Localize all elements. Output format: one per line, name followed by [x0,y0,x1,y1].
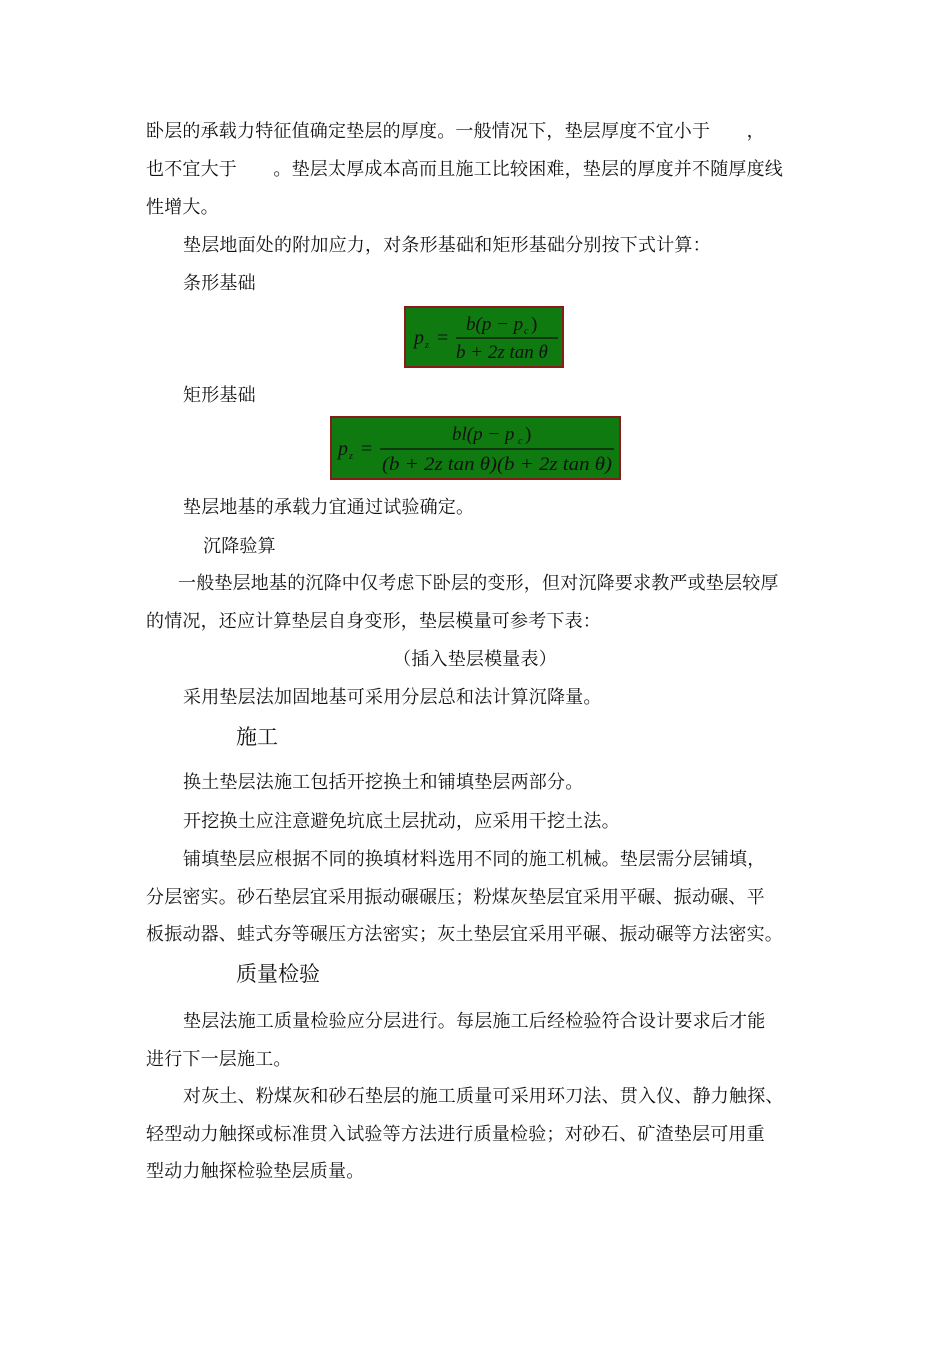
paragraph-line: 对灰土、粉煤灰和砂石垫层的施工质量可采用环刀法、贯入仪、静力触探、 [183,1086,784,1107]
paragraph-line: 一般垫层地基的沉降中仅考虑下卧层的变形，但对沉降要求教严或垫层较厚 [178,573,779,594]
paragraph-line: 开挖换土应注意避免坑底土层扰动，应采用干挖土法。 [183,811,620,832]
paragraph-line: 铺填垫层应根据不同的换填材料选用不同的施工机械。垫层需分层铺填， [183,849,766,870]
paragraph-line: 也不宜大于 。垫层太厚成本高而且施工比较困难，垫层的厚度并不随厚度线 [146,159,783,180]
paragraph-line: 分层密实。砂石垫层宜采用振动碾碾压；粉煤灰垫层宜采用平碾、振动碾、平 [146,887,765,908]
formula-eq: = [361,438,373,460]
table-placeholder: （插入垫层模量表） [393,649,557,670]
formula-eq: = [437,327,449,349]
section-heading-construction: 施工 [236,725,278,749]
paragraph-line: 性增大。 [146,197,219,218]
formula-numerator: bl(p − p [452,424,515,445]
formula-rect-foundation [330,416,621,480]
formula-num-sub: c [518,436,523,447]
paragraph-line: 板振动器、蛙式夯等碾压方法密实；灰土垫层宜采用平碾、振动碾等方法密实。 [146,924,783,945]
formula-lhs-sub: z [425,340,429,351]
formula-lhs-sub: z [349,451,353,462]
section-heading-quality-inspection: 质量检验 [236,962,320,986]
paragraph-line: 进行下一层施工。 [146,1049,292,1070]
paragraph-line: 垫层地面处的附加应力，对条形基础和矩形基础分别按下式计算： [183,235,711,256]
formula-strip-foundation [404,306,564,368]
formula-lhs: p [414,327,424,349]
formula-num-end: ) [531,314,538,335]
paragraph-line: 换土垫层法施工包括开挖换土和铺填垫层两部分。 [183,772,584,793]
formula-num-end: ) [525,424,532,445]
formula-denominator: (b + 2z tan θ)(b + 2z tan θ) [382,454,612,475]
formula-numerator: b(p − p [466,314,524,335]
paragraph-line: 的情况，还应计算垫层自身变形，垫层模量可参考下表： [146,611,601,632]
paragraph-line: 卧层的承载力特征值确定垫层的厚度。一般情况下，垫层厚度不宜小于 ， [146,121,765,142]
label-rect-foundation: 矩形基础 [183,385,256,406]
formula-denominator: b + 2z tan θ [456,342,548,363]
subheading-settlement: 沉降验算 [203,536,276,557]
paragraph-line: 轻型动力触探或标准贯入试验等方法进行质量检验；对砂石、矿渣垫层可用重 [146,1124,765,1145]
paragraph-line: 型动力触探检验垫层质量。 [146,1161,365,1182]
paragraph-line: 垫层法施工质量检验应分层进行。每层施工后经检验符合设计要求后才能 [183,1011,766,1032]
formula-num-sub: c [524,326,529,337]
paragraph-line: 采用垫层法加固地基可采用分层总和法计算沉降量。 [183,687,602,708]
paragraph-line: 垫层地基的承载力宜通过试验确定。 [183,497,475,518]
formula-lhs: p [338,438,348,460]
label-strip-foundation: 条形基础 [183,273,256,294]
